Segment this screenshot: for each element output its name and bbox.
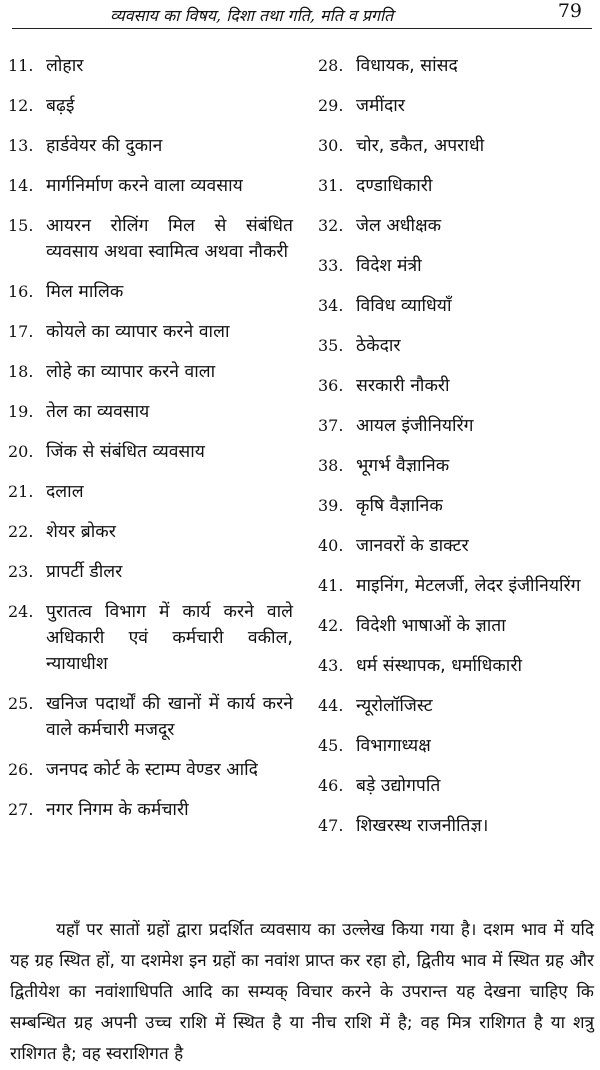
list-item [318,773,598,799]
list-item [8,399,293,425]
body-paragraph: यहाँ पर सातों ग्रहों द्वारा प्रदर्शित व्यवसाय का उल्लेख किया गया है। दशम भाव में यदि यह ग्रह स्थित हों, या दशमेश इन ग्रहों का नवांश प्राप्त कर रहा हो, द्वितीय भाव में स्थित ग्रह और द्वितीयेश का नवांशाधिपति आदि का सम्यक् विचार करने के उपरान्त यह देखना चाहिए कि सम्बन्धित ग्रह अपनी उच्च राशि में स्थित है या नीच राशि में है; वह मित्र राशिगत है या शत्रु राशिगत है; वह स्वराशिगत है [10,920,594,1064]
item-number: 42. [318,616,344,635]
item-text: कोयले का व्यापार करने वाला [46,322,230,342]
item-text: शेयर ब्रोकर [46,522,116,542]
item-text: प्रापर्टी डीलर [46,562,123,582]
item-number: 33. [318,256,344,275]
item-number: 31. [318,176,344,195]
item-text: न्यूरोलॉजिस्ट [356,696,433,716]
item-text: मार्गनिर्माण करने वाला व्यवसाय [46,176,243,196]
item-text: खनिज पदार्थों की खानों में कार्य करने वाले कर्मचारी मजदूर [46,694,293,740]
list-item [318,573,598,599]
list-item [318,53,598,79]
list-item [8,279,293,305]
list-item [318,653,598,679]
item-text: कृषि वैज्ञानिक [356,496,443,516]
item-number: 17. [8,322,34,341]
item-number: 21. [8,482,34,501]
item-text: शिखरस्थ राजनीतिज्ञ। [356,816,489,836]
item-number: 16. [8,282,34,301]
list-item [318,613,598,639]
list-item [8,53,293,79]
item-number: 19. [8,402,34,421]
item-text: तेल का व्यवसाय [46,402,150,422]
list-item [318,173,598,199]
list-item [8,213,293,265]
list-item [8,479,293,505]
list-item [8,319,293,345]
running-title: व्यवसाय का विषय, दिशा तथा गति, मति व प्रगति [110,6,394,25]
list-item [8,173,293,199]
item-number: 20. [8,442,34,461]
item-text: जमींदार [356,96,405,116]
list-item [318,733,598,759]
item-number: 37. [318,416,344,435]
list-item [8,559,293,585]
item-text: बड़े उद्योगपति [356,776,441,796]
item-number: 32. [318,216,344,235]
list-item [8,691,293,743]
item-number: 38. [318,456,344,475]
list-item [318,293,598,319]
item-text: माइनिंग, मेटलर्जी, लेदर इंजीनियरिंग [356,576,581,596]
item-text: दलाल [46,482,84,502]
page-number: 79 [557,0,582,22]
item-text: हार्डवेयर की दुकान [46,136,163,156]
item-number: 40. [318,536,344,555]
list-item [8,599,293,677]
item-text: दण्डाधिकारी [356,176,433,196]
item-text: लोहार [46,56,84,76]
list-item [318,253,598,279]
item-number: 44. [318,696,344,715]
item-number: 34. [318,296,344,315]
list-item [8,757,293,783]
item-number: 36. [318,376,344,395]
item-text: जिंक से संबंधित व्यवसाय [46,442,205,462]
item-text: आयल इंजीनियरिंग [356,416,474,436]
item-number: 25. [8,694,34,713]
item-text: मिल मालिक [46,282,124,302]
item-text: विदेशी भाषाओं के ज्ञाता [356,616,506,636]
item-number: 29. [318,96,344,115]
item-text: धर्म संस्थापक, धर्माधिकारी [356,656,523,676]
list-item [8,797,293,823]
item-number: 28. [318,56,344,75]
item-number: 23. [8,562,34,581]
item-number: 35. [318,336,344,355]
list-item [318,93,598,119]
header-rule [12,28,592,29]
item-text: नगर निगम के कर्मचारी [46,800,189,820]
item-text: पुरातत्व विभाग में कार्य करने वाले अधिकारी एवं कर्मचारी वकील, न्यायाधीश [46,602,293,674]
item-number: 43. [318,656,344,675]
item-text: सरकारी नौकरी [356,376,450,396]
item-text: लोहे का व्यापार करने वाला [46,362,216,382]
item-text: आयरन रोलिंग मिल से संबंधित व्यवसाय अथवा स्वामित्व अथवा नौकरी [46,216,293,262]
list-item [318,813,598,839]
item-number: 46. [318,776,344,795]
item-number: 18. [8,362,34,381]
item-text: विधायक, सांसद [356,56,458,76]
list-item [318,133,598,159]
item-text: विभागाध्यक्ष [356,736,431,756]
item-number: 15. [8,216,34,235]
item-text: ठेकेदार [356,336,401,356]
item-number: 45. [318,736,344,755]
item-number: 39. [318,496,344,515]
item-text: बढ़ई [46,96,75,116]
list-item [318,213,598,239]
list-item [8,439,293,465]
list-item [318,693,598,719]
page-header [0,0,600,44]
item-text: चोर, डकैत, अपराधी [356,136,485,156]
item-text: विदेश मंत्री [356,256,422,276]
item-text: विविध व्याधियाँ [356,296,452,316]
right-column-list [318,53,598,853]
item-number: 13. [8,136,34,155]
list-item [8,519,293,545]
item-number: 12. [8,96,34,115]
item-text: जेल अधीक्षक [356,216,442,236]
item-text: जानवरों के डाक्टर [356,536,469,556]
list-item [318,493,598,519]
list-item [8,359,293,385]
item-number: 22. [8,522,34,541]
list-item [318,533,598,559]
list-item [318,333,598,359]
item-text: भूगर्भ वैज्ञानिक [356,456,450,476]
list-item [318,373,598,399]
list-item [318,413,598,439]
list-item [8,133,293,159]
item-text: जनपद कोर्ट के स्टाम्प वेण्डर आदि [46,760,258,780]
item-number: 30. [318,136,344,155]
item-number: 14. [8,176,34,195]
left-column-list [8,53,293,837]
item-number: 11. [8,56,34,75]
item-number: 26. [8,760,34,779]
list-item [318,453,598,479]
item-number: 27. [8,800,34,819]
list-item [8,93,293,119]
item-number: 47. [318,816,344,835]
item-number: 41. [318,576,344,595]
item-number: 24. [8,602,34,621]
